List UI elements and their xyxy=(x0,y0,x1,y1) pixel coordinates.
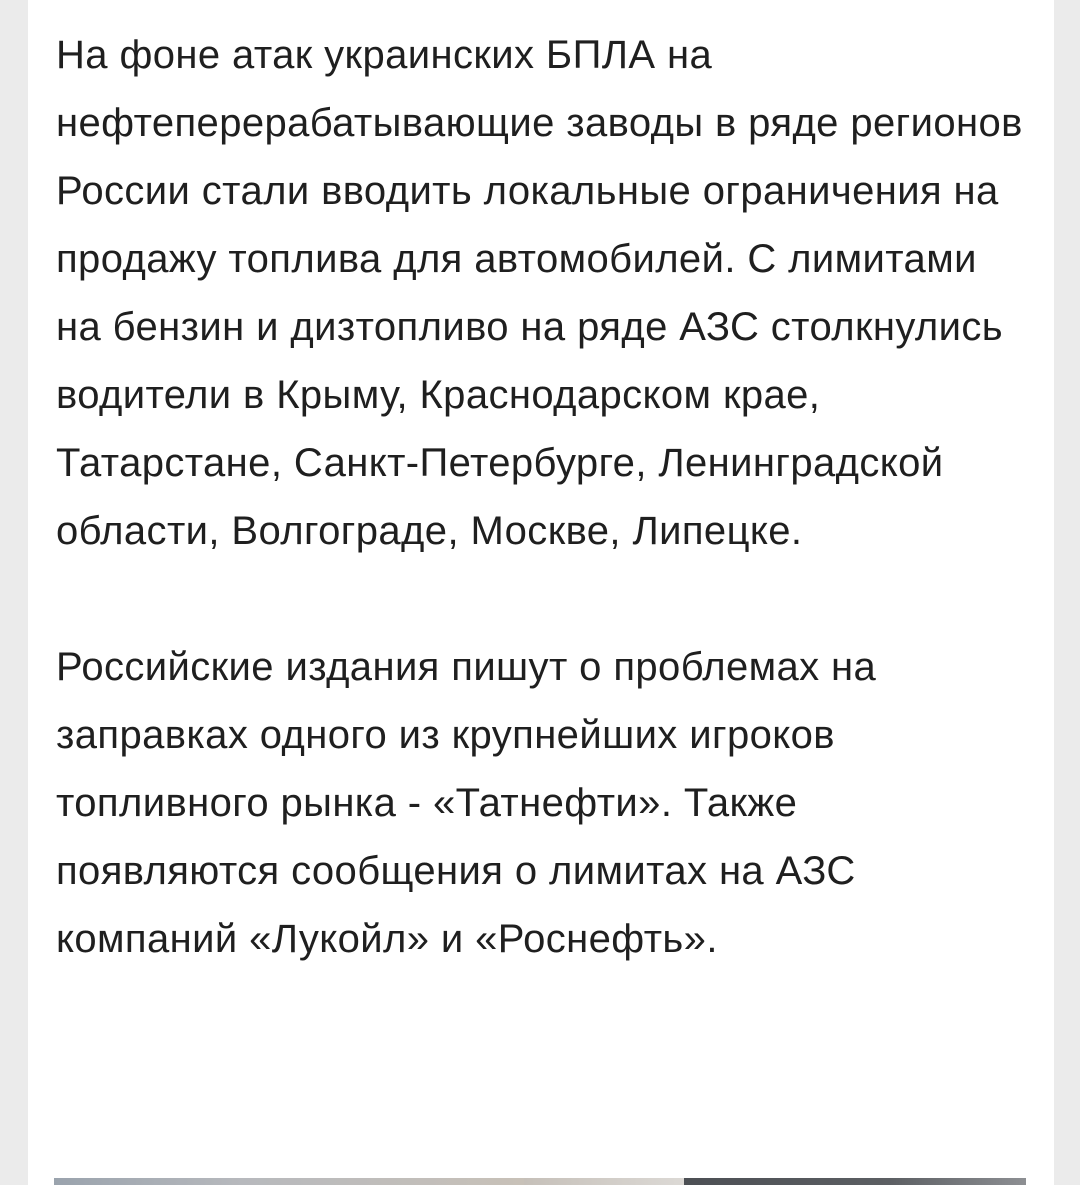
image-segment xyxy=(524,1178,684,1185)
article-paragraph-2: Российские издания пишут о проблемах на заправках одного из крупнейших игроков топливного рынка - «Татнефти». Также появляются сообщения о лимитах на АЗС компаний «Лукойл» и «Роснефть». xyxy=(56,645,877,961)
article-paragraph-1: На фоне атак украинских БПЛА на нефтеперерабатывающие заводы в ряде регионов России стали вводить локальные ограничения на продажу топлива для автомобилей. С лимитами на бензин и дизтопливо на ряде АЗС столкнулись водители в Крыму, Краснодарском крае, Татарстане, Санкт-Петербурге, Ленинградской области, Волгограде, Москве, Липецке. xyxy=(56,33,1023,553)
image-segment xyxy=(54,1178,524,1185)
article-card xyxy=(28,0,1054,1185)
article-image-top-edge[interactable] xyxy=(54,1178,1026,1185)
image-segment xyxy=(684,1178,1026,1185)
article-body xyxy=(56,21,1026,973)
